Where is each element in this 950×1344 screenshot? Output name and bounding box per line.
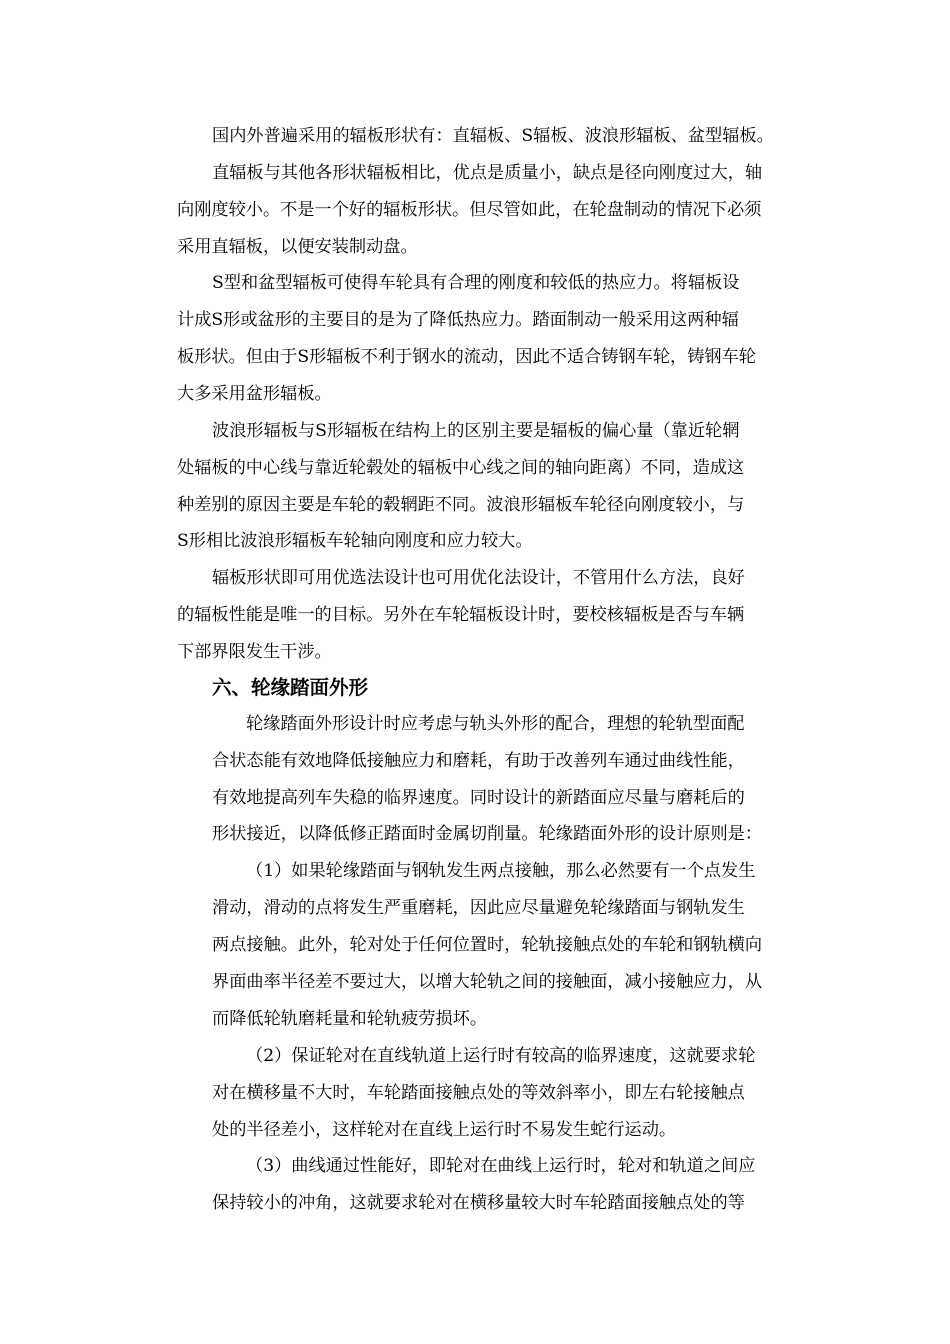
paragraph-3-line-3: 板形状。但由于S形辐板不利于钢水的流动，因此不适合铸钢车轮，铸钢车轮 <box>177 347 756 367</box>
paragraph-6-line-4: 形状接近，以降低修正踏面时金属切削量。轮缘踏面外形的设计原则是： <box>212 824 763 844</box>
paragraph-4-line-2: 处辐板的中心线与靠近轮毂处的辐板中心线之间的轴向距离）不同，造成这 <box>177 458 745 478</box>
paragraph-7-line-1: （1）如果轮缘踏面与钢轨发生两点接触，那么必然要有一个点发生 <box>246 861 756 881</box>
paragraph-4-line-4: S形相比波浪形辐板车轮轴向刚度和应力较大。 <box>177 531 533 551</box>
paragraph-4-line-1: 波浪形辐板与S形辐板在结构上的区别主要是辐板的偏心量（靠近轮辋 <box>212 421 740 441</box>
paragraph-2-line-1: 直辐板与其他各形状辐板相比，优点是质量小，缺点是径向刚度过大，轴 <box>212 163 763 183</box>
paragraph-8-line-1: （2）保证轮对在直线轨道上运行时有较高的临界速度，这就要求轮 <box>246 1046 756 1066</box>
paragraph-7-line-4: 界面曲率半径差不要过大，以增大轮轨之间的接触面，减小接触应力，从 <box>212 972 763 992</box>
paragraph-7-line-5: 而降低轮轨磨耗量和轮轨疲劳损坏。 <box>212 1009 488 1029</box>
paragraph-6-line-2: 合状态能有效地降低接触应力和磨耗，有助于改善列车通过曲线性能， <box>212 751 745 771</box>
section-heading: 六、轮缘踏面外形 <box>212 676 369 699</box>
paragraph-2-line-2: 向刚度较小。不是一个好的辐板形状。但尽管如此，在轮盘制动的情况下必须 <box>177 200 762 220</box>
paragraph-8-line-3: 处的半径差小，这样轮对在直线上运行时不易发生蛇行运动。 <box>212 1120 677 1140</box>
paragraph-5-line-1: 辐板形状即可用优选法设计也可用优化法设计，不管用什么方法，良好 <box>212 568 745 588</box>
paragraph-9-line-2: 保持较小的冲角，这就要求轮对在横移量较大时车轮踏面接触点处的等 <box>212 1193 745 1213</box>
paragraph-5-line-2: 的辐板性能是唯一的目标。另外在车轮辐板设计时，要校核辐板是否与车辆 <box>177 605 745 625</box>
paragraph-3-line-1: S型和盆型辐板可使得车轮具有合理的刚度和较低的热应力。将辐板设 <box>212 273 740 293</box>
paragraph-3-line-2: 计成S形或盆形的主要目的是为了降低热应力。踏面制动一般采用这两种辐 <box>177 310 739 330</box>
paragraph-6-line-3: 有效地提高列车失稳的临界速度。同时设计的新踏面应尽量与磨耗后的 <box>212 788 745 808</box>
paragraph-6-line-1: 轮缘踏面外形设计时应考虑与轨头外形的配合，理想的轮轨型面配 <box>246 714 745 734</box>
paragraph-3-line-4: 大多采用盆形辐板。 <box>177 384 332 404</box>
paragraph-5-line-3: 下部界限发生干涉。 <box>177 642 332 662</box>
paragraph-1-line-1: 国内外普遍采用的辐板形状有：直辐板、S辐板、波浪形辐板、盆型辐板。 <box>212 126 774 146</box>
paragraph-4-line-3: 种差别的原因主要是车轮的毂辋距不同。波浪形辐板车轮径向刚度较小，与 <box>177 495 745 515</box>
paragraph-2-line-3: 采用直辐板，以便安装制动盘。 <box>177 237 418 257</box>
paragraph-8-line-2: 对在横移量不大时，车轮踏面接触点处的等效斜率小，即左右轮接触点 <box>212 1083 745 1103</box>
paragraph-7-line-2: 滑动，滑动的点将发生严重磨耗，因此应尽量避免轮缘踏面与钢轨发生 <box>212 898 745 918</box>
paragraph-9-line-1: （3）曲线通过性能好，即轮对在曲线上运行时，轮对和轨道之间应 <box>246 1156 756 1176</box>
paragraph-7-line-3: 两点接触。此外，轮对处于任何位置时，轮轨接触点处的车轮和钢轨横向 <box>212 935 763 955</box>
